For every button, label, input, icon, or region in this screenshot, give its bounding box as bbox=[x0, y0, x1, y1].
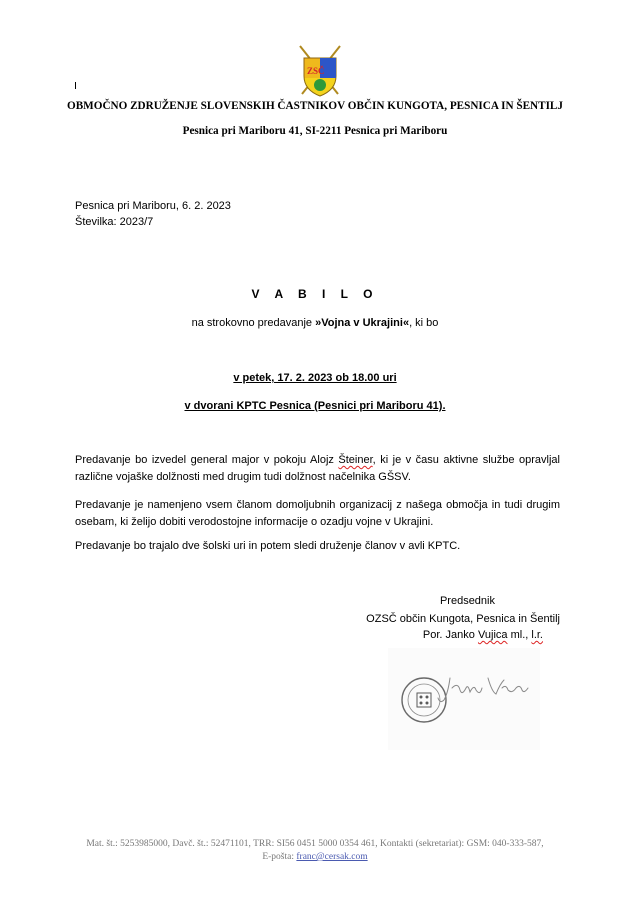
document-number: Številka: 2023/7 bbox=[75, 216, 154, 228]
paragraph-duration: Predavanje bo trajalo dve šolski uri in potem sledi druženje članov v avli KPTC. bbox=[75, 540, 461, 552]
name-lr: l.r. bbox=[531, 629, 543, 641]
signature-name bbox=[360, 629, 543, 641]
place-date: Pesnica pri Mariboru, 6. 2. 2023 bbox=[75, 200, 231, 212]
p1-before: Predavanje bo izvedel general major v pokoju Alojz bbox=[75, 454, 339, 466]
organization-name: OBMOČNO ZDRUŽENJE SLOVENSKIH ČASTNIKOV OBČIN KUNGOTA, PESNICA IN ŠENTILJ bbox=[67, 100, 563, 112]
footer-registration: Mat. št.: 5253985000, Davč. št.: 52471101, TRR: SI56 0451 5000 0354 461, Kontakti (sekretariat): GSM: 040-333-587, bbox=[86, 839, 544, 849]
logo-text: ZSČ bbox=[307, 66, 325, 76]
organization-logo bbox=[298, 44, 342, 98]
intro-before: na strokovno predavanje bbox=[191, 317, 316, 329]
text-cursor-mark bbox=[75, 82, 76, 89]
lecture-topic: »Vojna v Ukrajini« bbox=[315, 317, 410, 329]
p1-after: , ki je v času aktivne službe opravljal različne vojaške dolžnosti med drugim tudi dolžnost načelnika GŠSV. bbox=[75, 454, 560, 483]
footer bbox=[60, 838, 570, 864]
event-location: v dvorani KPTC Pesnica (Pesnici pri Mariboru 41). bbox=[184, 400, 446, 412]
lecturer-surname: Šteiner bbox=[338, 454, 373, 466]
footer-email-link[interactable]: franc@cersak.com bbox=[296, 852, 368, 862]
name-before: Por. Janko bbox=[422, 629, 478, 641]
footer-email-label: E-pošta: bbox=[262, 852, 297, 862]
organization-address: Pesnica pri Mariboru 41, SI-2211 Pesnica pri Mariboru bbox=[182, 125, 448, 137]
paragraph-audience: Predavanje je namenjeno vsem članom domoljubnih organizacij z našega območja in tudi drugim osebam, ki želijo dobiti verodostojne informacije o ozadju vojne v Ukrajini. bbox=[75, 499, 560, 528]
intro-after: , ki bo bbox=[409, 317, 439, 329]
name-surname: Vujica bbox=[477, 629, 508, 641]
signature-role: Predsednik bbox=[439, 595, 495, 607]
signature-organization: OZSČ občin Kungota, Pesnica in Šentilj bbox=[366, 613, 560, 625]
invitation-intro bbox=[0, 317, 630, 329]
stamp-and-signature bbox=[388, 648, 540, 750]
footer-email-line bbox=[60, 851, 570, 864]
event-date-time: v petek, 17. 2. 2023 ob 18.00 uri bbox=[233, 372, 397, 384]
paragraph-lecturer bbox=[75, 452, 560, 486]
name-mid: ml., bbox=[507, 629, 532, 641]
invitation-title: V A B I L O bbox=[251, 287, 379, 301]
